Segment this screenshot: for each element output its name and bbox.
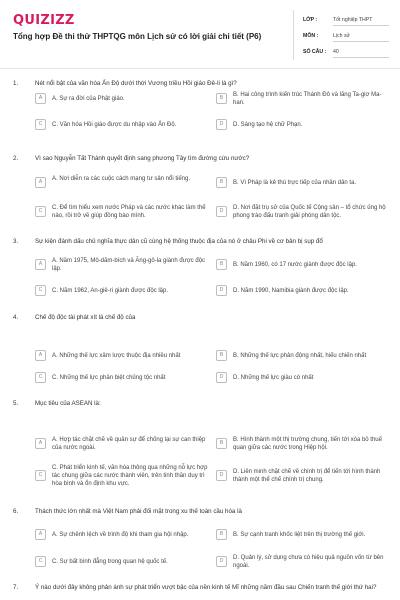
question-text: Chế độ độc tài phát xít là chế độ của [35,314,136,321]
option-text: D. Năm 1990, Namibia giành được độc lập. [233,288,349,294]
option-text: B. Năm 1960, có 17 nước giành được độc lập. [233,262,357,268]
question-text: Mục tiêu của ASEAN là: [35,400,101,407]
option-letter-box: B [216,93,227,104]
meta-line [333,25,389,26]
option-text: C. Phát triển kinh tế, văn hóa thông qua những nỗ lực hợp tác chung giữa các nước thành viên, trên tinh thần duy trì hòa bình và ổn định khu vực. [52,465,208,487]
question-number: 1. [13,80,19,87]
option-text: C. Năm 1962, An-giê-ri giành được độc lập. [52,288,169,294]
question-number: 6. [13,508,19,515]
option-letter-box: C [35,285,46,296]
question-number: 7. [13,584,19,591]
option-letter-box: C [35,372,46,383]
meta-class [303,14,391,26]
option-text: D. Những thế lực giàu có nhất [233,375,314,381]
option-text: B. Những thế lực phản động nhất, hiếu chiến nhất [233,353,367,359]
option-letter-box: B [216,350,227,361]
meta-class-key: LỚP : [303,17,318,23]
question-number: 4. [13,314,19,321]
option-text: C. Sự bất bình đẳng trong quan hệ quốc tế. [52,559,168,565]
option-letter-box: B [216,177,227,188]
meta-class-value: Tốt nghiệp THPT [333,17,373,23]
meta-count-value: 40 [333,49,339,55]
question-number: 5. [13,400,19,407]
meta-line [333,57,389,58]
meta-count [303,46,391,58]
option-text: A. Những thế lực xâm lược thuộc địa nhiều nhất [52,353,181,359]
option-text: A. Sự ra đời của Phật giáo. [52,96,125,102]
option-text: D. Liên minh chặt chẽ về chính trị để tiến tới hình thành thành một thể chế chính trị chung. [233,469,381,483]
option-text: A. Nơi diễn ra các cuộc cách mạng tư sản nổi tiếng. [52,176,191,182]
option-text: D. Sáng tạo hệ chữ Phạn. [233,122,303,128]
option-text: D. Nơi đặt trụ sở của Quốc tế Cộng sản – tổ chức ủng hộ phong trào đấu tranh giải phóng dân tộc. [233,205,386,219]
option-text: B. Hai công trình kiến trúc Thánh Đô và lăng Ta-giơ Ma-han. [233,92,382,106]
option-text: A. Năm 1975, Mô-dăm-bích và Ăng-gô-la giành được độc lập. [52,258,206,272]
header-divider [0,68,400,69]
meta-line [333,41,389,42]
option-letter-box: B [216,259,227,270]
question-text: Thách thức lớn nhất mà Việt Nam phải đối mặt trong xu thế toàn cầu hóa là [35,508,242,515]
option-letter-box: D [216,285,227,296]
meta-subject [303,30,391,42]
option-letter-box: A [35,529,46,540]
option-letter-box: D [216,556,227,567]
meta-subject-key: MÔN : [303,33,319,39]
option-text: B. Hình thành một thị trường chung, tiến tới xóa bỏ thuế quan giữa các nước trong Hiệp hội. [233,437,382,451]
option-letter-box: D [216,206,227,217]
option-letter-box: A [35,93,46,104]
option-letter-box: C [35,119,46,130]
option-letter-box: A [35,350,46,361]
option-text: C. Những thế lực phản biệt chủng tộc nhất [52,375,166,381]
option-letter-box: C [35,470,46,481]
option-letter-box: A [35,259,46,270]
question-number: 3. [13,238,19,245]
quizizz-logo: QUIZIZZ [13,13,75,28]
question-text: Vì sao Nguyễn Tất Thành quyết định sang phương Tây tìm đường cứu nước? [35,155,250,162]
question-text: Ý nào dưới đây không phản ánh sự phát triển vượt bậc của nền kinh tế Mĩ những năm đầu sau Chiến tranh thế giới thứ hai? [35,584,377,591]
option-letter-box: A [35,177,46,188]
option-letter-box: B [216,529,227,540]
question-text: Sự kiện đánh dấu chủ nghĩa thực dân cũ cùng hệ thống thuộc địa của nó ở châu Phi về cơ bản bị sụp đổ [35,238,323,245]
option-text: C. Văn hóa Hồi giáo được du nhập vào Ấn Độ. [52,122,177,128]
option-text: B. Sự cạnh tranh khốc liệt trên thị trường thế giới. [233,532,366,538]
option-letter-box: C [35,556,46,567]
option-text: A. Sự chênh lệch về trình độ khi tham gia hội nhập. [52,532,189,538]
meta-info-box [293,10,390,60]
question-number: 2. [13,155,19,162]
page-header [0,0,400,66]
option-letter-box: D [216,372,227,383]
option-text: C. Để tìm hiểu xem nước Pháp và các nước khác làm thế nào, rồi trở về giúp đồng bào mình. [52,205,206,219]
option-letter-box: D [216,470,227,481]
option-text: A. Hợp tác chặt chẽ về quân sự để chống lại sự can thiệp của nước ngoài. [52,437,206,451]
question-text: Nét nổi bật của văn hóa Ấn Độ dưới thời Vương triều Hồi giáo Đê-li là gì? [35,80,237,87]
option-letter-box: A [35,438,46,449]
document-title: Tổng hợp Đề thi thử THPTQG môn Lịch sử có lời giải chi tiết (P6) [13,32,262,41]
option-letter-box: C [35,206,46,217]
option-text: D. Quản lý, sử dụng chưa có hiệu quả nguồn vốn từ bên ngoài. [233,555,384,569]
meta-subject-value: Lịch sử [333,33,351,39]
meta-count-key: SỐ CÂU : [303,49,327,55]
option-text: B. Vì Pháp là kẻ thù trực tiếp của nhân dân ta. [233,180,357,186]
option-letter-box: D [216,119,227,130]
option-letter-box: B [216,438,227,449]
